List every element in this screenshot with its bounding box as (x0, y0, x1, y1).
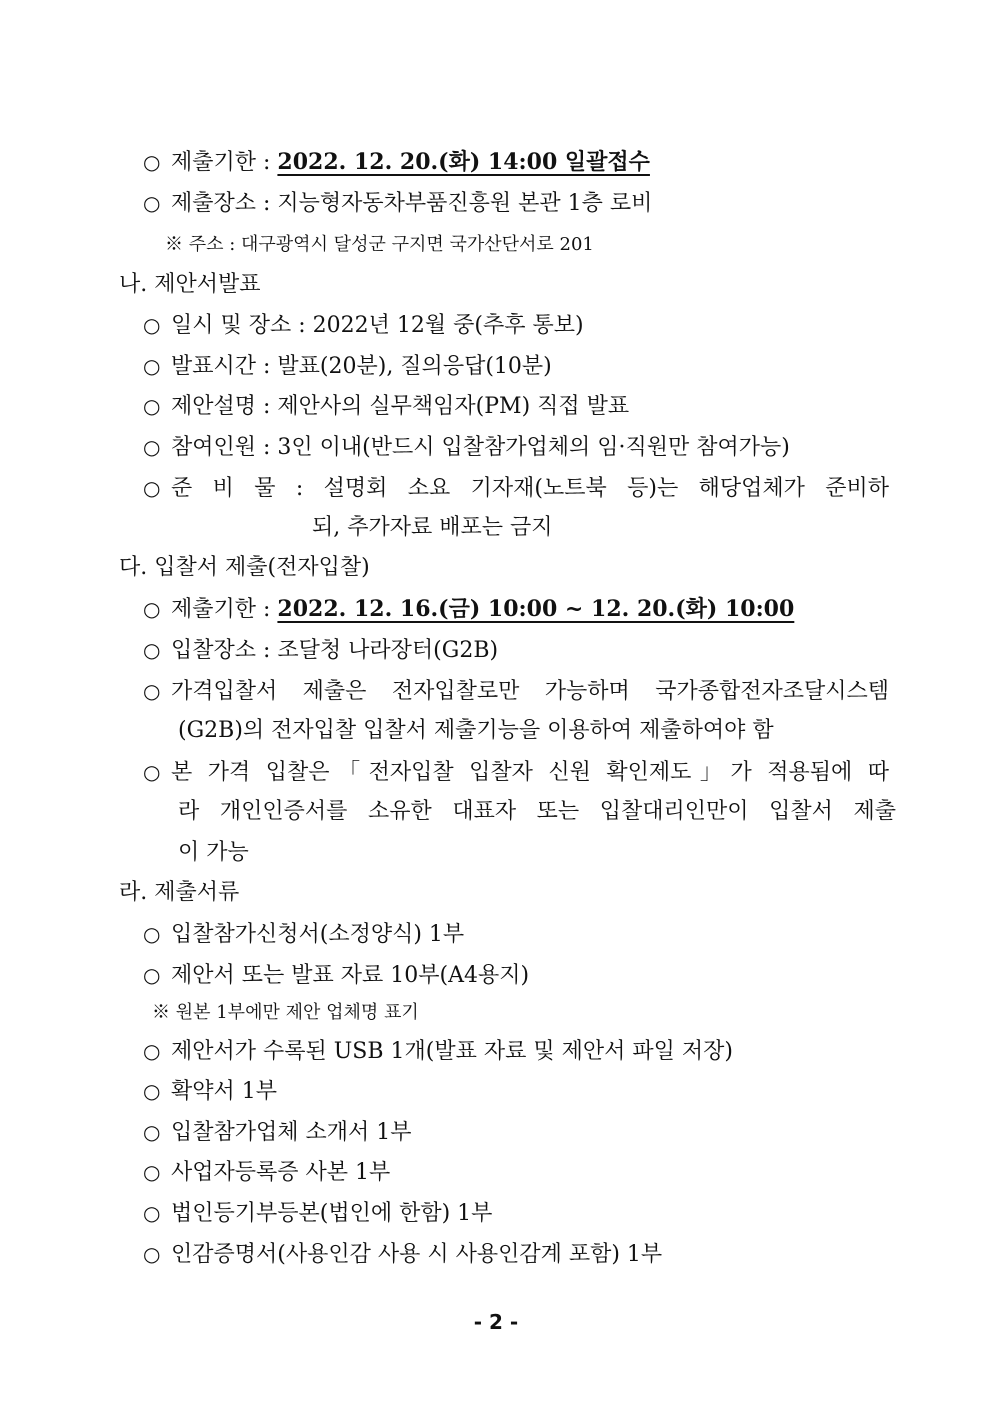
deadline-label: 제출기한 : (171, 150, 278, 175)
page-number: - 2 - (473, 1310, 519, 1334)
list-item (143, 391, 629, 422)
bullet-circle-icon: ○ (143, 313, 161, 337)
list-item (143, 1198, 492, 1229)
list-item (143, 310, 584, 341)
list-item-text: 입찰참가업체 소개서 1부 (171, 1120, 412, 1145)
reference-mark-icon: ※ (165, 234, 183, 255)
list-item (143, 1239, 662, 1270)
list-item (143, 757, 889, 788)
bullet-circle-icon: ○ (143, 191, 161, 215)
bullet-circle-icon: ○ (143, 638, 161, 662)
deadline-line (143, 147, 650, 178)
list-item (143, 960, 529, 991)
bullet-circle-icon: ○ (143, 760, 161, 784)
list-item-text: 입찰장소 : 조달청 나라장터(G2B) (171, 638, 499, 663)
list-item (143, 473, 889, 504)
bullet-circle-icon: ○ (143, 1201, 161, 1225)
place-line (143, 188, 652, 219)
list-item (143, 1076, 277, 1107)
list-item-continuation: 이 가능 (178, 840, 249, 865)
list-item-text: 가격입찰서 제출은 전자입찰로만 가능하며 국가종합전자조달시스템 (171, 679, 889, 704)
list-item (143, 1117, 412, 1148)
place-text: 제출장소 : 지능형자동차부품진흥원 본관 1층 로비 (171, 191, 653, 216)
reference-mark-icon: ※ (152, 1002, 170, 1023)
list-item-text: 본 가격 입찰은「전자입찰 입찰자 신원 확인제도」가 적용됨에 따 (171, 760, 889, 785)
deadline-value: 2022. 12. 20.(화) 14:00 일괄접수 (277, 149, 650, 175)
bullet-circle-icon: ○ (143, 597, 161, 621)
list-item-text: 인감증명서(사용인감 사용 시 사용인감계 포함) 1부 (171, 1242, 663, 1267)
list-item (143, 676, 889, 707)
list-item-text: 제안서가 수록된 USB 1개(발표 자료 및 제안서 파일 저장) (171, 1039, 733, 1064)
list-item-continuation: (G2B)의 전자입찰 입찰서 제출기능을 이용하여 제출하여야 함 (178, 718, 774, 743)
note-text: 원본 1부에만 제안 업체명 표기 (175, 1002, 419, 1023)
list-item-text: 입찰참가신청서(소정양식) 1부 (171, 922, 465, 947)
list-item (143, 919, 464, 950)
list-item-text: 사업자등록증 사본 1부 (171, 1160, 391, 1185)
bullet-circle-icon: ○ (143, 1120, 161, 1144)
list-item-text: 확약서 1부 (171, 1079, 277, 1104)
list-item-continuation-text: 라 개인인증서를 소유한 대표자 또는 입찰대리인만이 입찰서 제출 (178, 799, 896, 824)
deadline-value: 2022. 12. 16.(금) 10:00 ~ 12. 20.(화) 10:00 (277, 596, 795, 622)
bullet-circle-icon: ○ (143, 679, 161, 703)
address-note (165, 232, 594, 258)
bullet-circle-icon: ○ (143, 354, 161, 378)
list-item (143, 1036, 733, 1067)
list-item-text: 준 비 물 : 설명회 소요 기자재(노트북 등)는 해당업체가 준비하 (171, 476, 889, 501)
list-item-text: 제안설명 : 제안사의 실무책임자(PM) 직접 발표 (171, 394, 630, 419)
list-item (143, 351, 552, 382)
bullet-circle-icon: ○ (143, 1079, 161, 1103)
bullet-circle-icon: ○ (143, 394, 161, 418)
list-item-text: 발표시간 : 발표(20분), 질의응답(10분) (171, 354, 552, 379)
bid-deadline-line (143, 594, 794, 625)
section-heading-ra: 라. 제출서류 (119, 880, 240, 905)
deadline-label: 제출기한 : (171, 597, 278, 622)
list-item-continuation (178, 797, 896, 827)
list-item-text: 제안서 또는 발표 자료 10부(A4용지) (171, 963, 530, 988)
list-item-text: 참여인원 : 3인 이내(반드시 입찰참가업체의 임·직원만 참여가능) (171, 435, 790, 460)
list-item (143, 635, 498, 666)
list-item-continuation: 되, 추가자료 배포는 금지 (312, 515, 553, 540)
list-item (143, 432, 790, 463)
original-copy-note (152, 1000, 419, 1026)
list-item-text: 법인등기부등본(법인에 한함) 1부 (171, 1201, 493, 1226)
address-text: 주소 : 대구광역시 달성군 구지면 국가산단서로 201 (188, 234, 594, 255)
section-heading-da: 다. 입찰서 제출(전자입찰) (119, 555, 370, 580)
bullet-circle-icon: ○ (143, 435, 161, 459)
bullet-circle-icon: ○ (143, 150, 161, 174)
bullet-circle-icon: ○ (143, 1039, 161, 1063)
bullet-circle-icon: ○ (143, 1242, 161, 1266)
bullet-circle-icon: ○ (143, 1160, 161, 1184)
list-item (143, 1157, 390, 1188)
bullet-circle-icon: ○ (143, 476, 161, 500)
list-item-text: 일시 및 장소 : 2022년 12월 중(추후 통보) (171, 313, 584, 338)
bullet-circle-icon: ○ (143, 922, 161, 946)
bullet-circle-icon: ○ (143, 963, 161, 987)
section-heading-na: 나. 제안서발표 (119, 272, 261, 297)
